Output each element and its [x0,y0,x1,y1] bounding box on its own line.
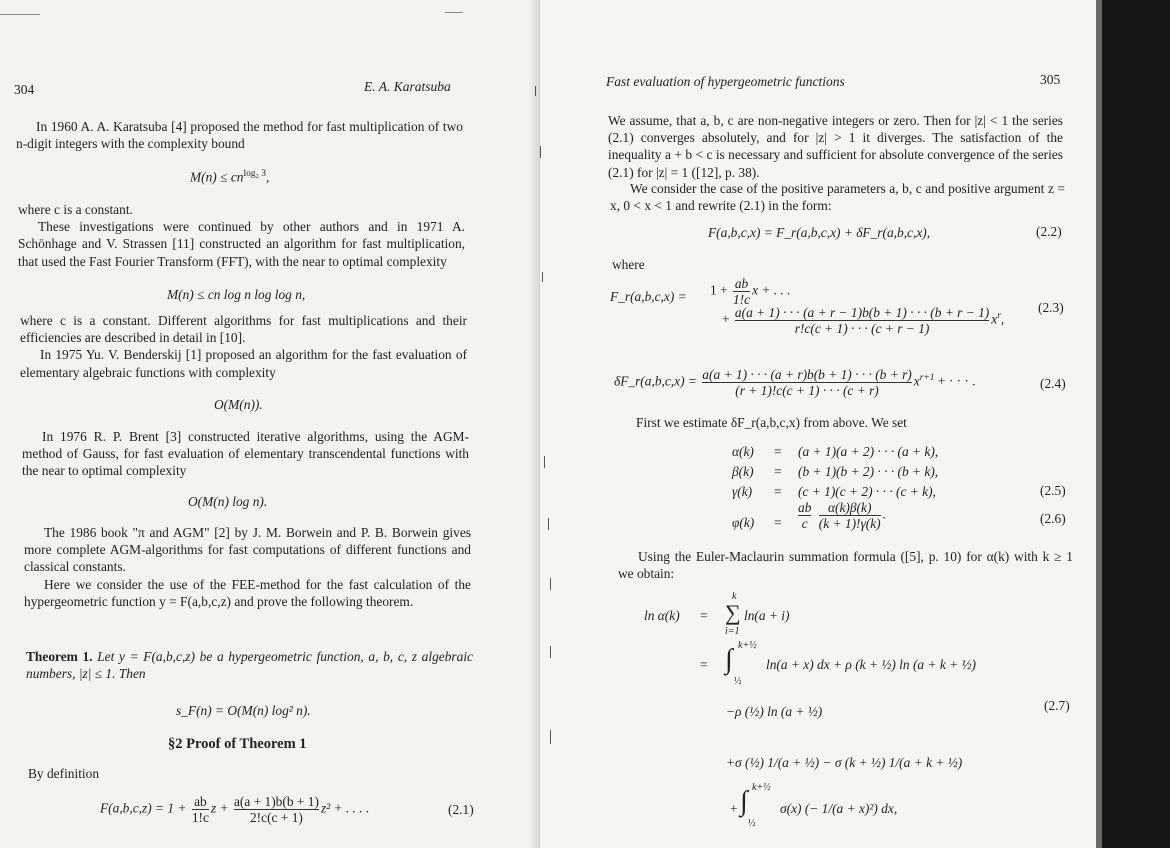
paragraph-brent: In 1976 R. P. Brent [3] constructed iterative algorithms, using the AGM-method of Gauss, for fast evaluation of elementary transcendental functions with the near to optimal complexity [22,429,469,479]
equation-2-7-line1: ln(a + i) [744,608,790,623]
integral-upper-limit: k+½ [752,782,771,793]
scan-artifact-tick [542,272,543,282]
integral-sign: ∫ [725,644,733,675]
sum-lower-limit: i=1 [725,626,740,637]
equation-schonhage-strassen: M(n) ≤ cn log n log log n, [167,287,306,302]
scan-artifact-tick [550,730,551,744]
equation-2-7-line2: ln(a + x) dx + ρ (k + ½) ln (a + k + ½) [766,657,977,672]
equation-2-7-line4: +σ (½) 1/(a + ½) − σ (k + ½) 1/(a + k + ½) [726,755,963,770]
equation-2-7-lhs: ln α(k) [644,608,680,623]
phi-def-eq: = [774,515,782,530]
paragraph-borwein: The 1986 book "π and AGM" [2] by J. M. Borwein and P. B. Borwein gives more complete AGM-algorithms for fast computations of different functions and classical constants. Here we consider the use of the FEE-method for the fast calculation of the hypergeometric function y = F(a,b,c,z) and prove the following theorem. [24,525,471,609]
equation-2-1: F(a,b,c,z) = 1 + $\frac{ab}{1!c}$ z + $\frac{a(a + 1)b(b + 1)}{2!c(c + 1)}$ z² + . . . . [100,794,370,825]
equation-number-2-2: (2.2) [1036,224,1062,239]
paragraph-karatsuba: In 1960 A. A. Karatsuba [4] proposed the method for fast multiplication of two n-digit integers with the complexity bound [16,119,463,152]
scan-background-edge [1096,0,1170,848]
equation-2-7-eq2: = [700,657,708,672]
paragraph-assumption: We assume, that a, b, c are non-negative integers or zero. Then for |z| < 1 the series (2.1) converges absolutely, and for |z| > 1 it diverges. The satisfaction of the inequality a + b < c is necessary and sufficient for absolute convergence of the series (2.1) for |z| = 1 ([12], p. 38). [608,113,1063,180]
equation-2-4: δF_r(a,b,c,x) = $\frac{a(a + 1) \cdot \cdot \cdot (a + r)b(b + 1) \cdot \cdot \cdot (b + r)}{(r + 1)!c(c + 1) \cdot \cdot \cdot (c + r)}$ $x^{r+1}$ + · · · . [614,367,976,398]
scan-artifact-tick [540,146,541,158]
paragraph-schonhage: where c is a constant. These investigations were continued by other authors and in 1971 A. Schönhage and V. Strassen [11] constructed an algorithm for fast multiplication, that used the Fast Fourier Transform (FFT), with the near to optimal complexity [18,202,465,269]
phi-def-rhs: $\frac{ab}{c}$ $\frac{\alpha(k)\beta(k)}{(k + 1)!\gamma(k)}$ . [798,500,886,531]
paragraph-positive-case: We consider the case of the positive parameters a, b, c and positive argument z = x, 0 < x < 1 and rewrite (2.1) in the form: [610,181,1065,214]
equation-number-2-3: (2.3) [1038,300,1064,315]
scan-artifact-tick [550,646,551,658]
equation-2-2: F(a,b,c,x) = F_r(a,b,c,x) + δF_r(a,b,c,x), [708,225,931,240]
integral-lower-limit: ½ [748,818,756,829]
paragraph-estimate: First we estimate δF_r(a,b,c,x) from above. We set [636,415,907,430]
beta-def-rhs: (b + 1)(b + 2) · · · (b + k), [798,464,939,479]
alpha-def-rhs: (a + 1)(a + 2) · · · (a + k), [798,444,939,459]
equation-2-7-line5-plus: + [730,801,738,816]
integral-lower-limit: ½ [734,676,742,687]
where-label: where [612,257,645,272]
equation-2-3-lhs: F_r(a,b,c,x) = [610,289,687,304]
alpha-def-eq: = [774,444,782,459]
sum-upper-limit: k [732,591,737,602]
equation-2-7-eq1: = [700,608,708,623]
equation-2-7-line5: σ(x) (− 1/(a + x)²) dx, [780,801,898,816]
page-number: 305 [1040,72,1061,87]
integral-sign: ∫ [740,786,748,817]
integral-upper-limit: k+½ [738,640,757,651]
beta-def-eq: = [774,464,782,479]
scan-artifact-tick [548,518,549,530]
equation-number-2-7: (2.7) [1044,698,1070,713]
equation-theorem: s_F(n) = O(M(n) log² n). [176,703,311,718]
section-heading: §2 Proof of Theorem 1 [168,736,307,752]
gamma-def-eq: = [774,484,782,499]
running-head: Fast evaluation of hypergeometric functions [606,74,845,89]
paragraph-benderskij: where c is a constant. Different algorithms for fast multiplications and their efficiencies are described in detail in [10]. In 1975 Yu. V. Benderskij [1] proposed an algorithm for the fast evaluation of elementary algebraic functions with complexity [20,313,467,380]
equation-2-3-line1: 1 + $\frac{ab}{1!c}$ x + . . . [710,276,791,307]
equation-number-2-5: (2.5) [1040,483,1066,498]
theorem-statement: Theorem 1. Let y = F(a,b,c,z) be a hypergeometric function, a, b, c, z algebraic numbers, |z| ≤ 1. Then [26,649,473,682]
equation-number-2-4: (2.4) [1040,376,1066,391]
scan-artifact-line [0,14,40,15]
equation-number-2-1: (2.1) [448,802,474,817]
phi-def-lhs: φ(k) [732,515,755,530]
left-page [0,0,540,848]
equation-brent: O(M(n) log n). [188,494,268,509]
sum-sign: ∑ [725,600,741,625]
beta-def-lhs: β(k) [732,464,754,479]
gamma-def-lhs: γ(k) [732,484,753,499]
paragraph-euler-maclaurin: Using the Euler-Maclaurin summation formula ([5], p. 10) for α(k) with k ≥ 1 we obtain: [618,549,1073,582]
page-edge-strip [1096,0,1102,848]
equation-2-3-line2: + $\frac{a(a + 1) \cdot \cdot \cdot (a + r - 1)b(b + 1) \cdot \cdot \cdot (b + r - 1)}{r!c(c + 1) \cdot \cdot \cdot (c + r - 1)}$ $x^r$, [722,305,1005,336]
equation-number-2-6: (2.6) [1040,511,1066,526]
by-definition: By definition [28,766,100,781]
running-head: E. A. Karatsuba [364,79,451,94]
equation-2-7-line3: −ρ (½) ln (a + ½) [726,704,823,719]
equation-benderskij: O(M(n)). [214,397,263,412]
scan-artifact-line [445,12,463,13]
scan-artifact-tick [544,456,545,468]
right-page [540,0,1100,848]
page-number: 304 [14,82,35,97]
alpha-def-lhs: α(k) [732,444,754,459]
scan-artifact-tick [550,578,551,590]
equation-karatsuba: $M(n) \le cn^{log_2 3}$, [190,169,270,185]
gamma-def-rhs: (c + 1)(c + 2) · · · (c + k), [798,484,936,499]
